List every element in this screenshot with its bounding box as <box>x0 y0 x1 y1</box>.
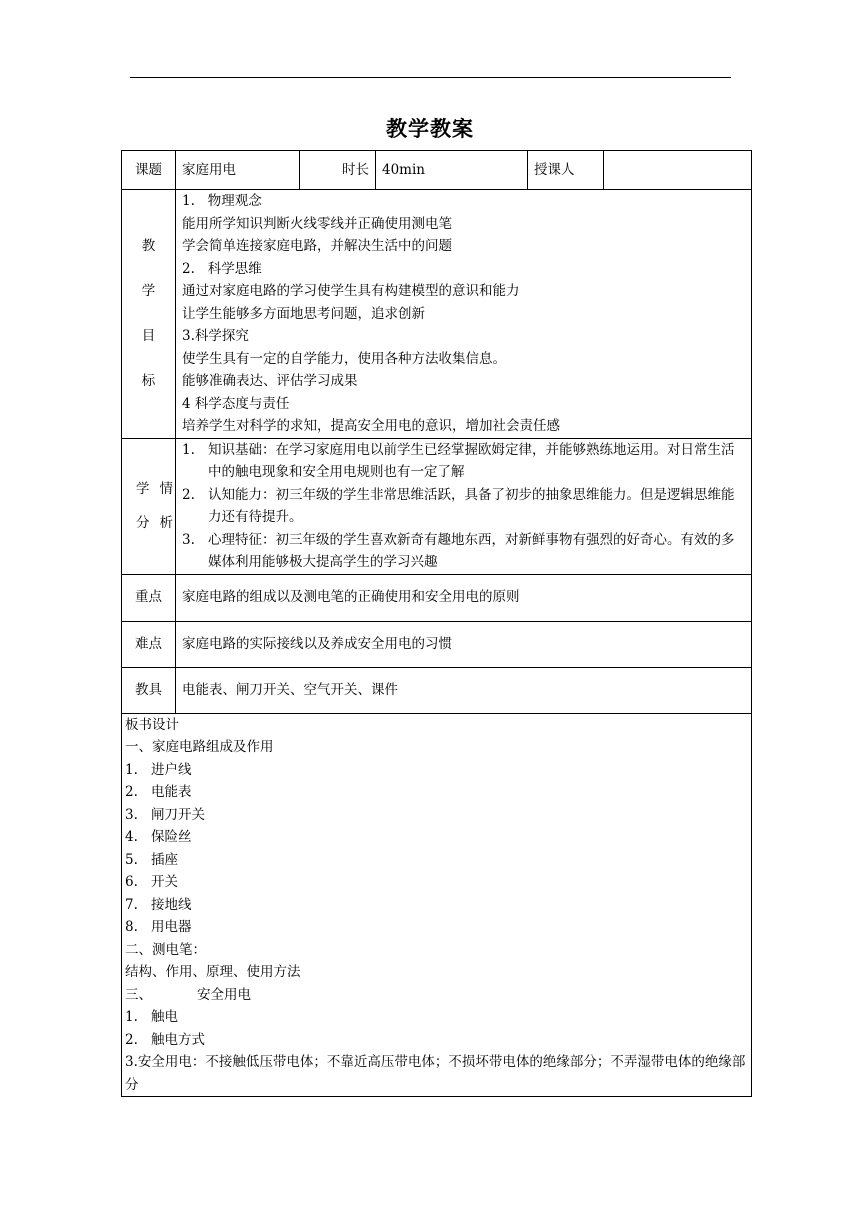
key-points-text: 家庭电路的组成以及测电笔的正确使用和安全用电的原则 <box>176 574 752 621</box>
difficulties-label: 难点 <box>122 621 176 667</box>
duration-label: 时长 <box>300 151 376 190</box>
objective-line: 1. 物理观念 <box>182 193 262 209</box>
lesson-plan-table <box>121 150 752 1097</box>
component-item: 6. 开关 <box>125 874 178 890</box>
board-section-2-detail: 结构、作用、原理、使用方法 <box>125 964 301 980</box>
board-section-3: 三、 安全用电 <box>125 986 251 1003</box>
teacher-label: 授课人 <box>528 151 604 190</box>
analysis-row <box>122 438 752 574</box>
objective-line: 学会简单连接家庭电路，并解决生活中的问题 <box>182 238 452 254</box>
board-design <box>122 713 752 1097</box>
analysis-content <box>176 438 752 574</box>
header-row <box>122 151 752 190</box>
board-title: 板书设计 <box>125 716 179 733</box>
analysis-item: 2. 认知能力：初三年级的学生非常思维活跃，具备了初步的抽象思维能力。但是逻辑思维能力还有待提升。 <box>182 486 735 525</box>
difficulties-text: 家庭电路的实际接线以及养成安全用电的习惯 <box>176 621 752 667</box>
key-points-label: 重点 <box>122 574 176 621</box>
component-item: 8. 用电器 <box>125 919 192 935</box>
analysis-label <box>122 438 183 574</box>
objectives-content <box>176 190 752 439</box>
objective-line: 2. 科学思维 <box>182 260 262 277</box>
topic-value: 家庭用电 <box>176 151 300 190</box>
difficulties-row <box>122 621 752 667</box>
objectives-row <box>122 190 752 439</box>
component-item: 4. 保险丝 <box>125 829 192 845</box>
objectives-label-char: 教 <box>141 237 156 254</box>
objective-line: 通过对家庭电路的学习使学生具有构建模型的意识和能力 <box>182 283 520 299</box>
analysis-label-line: 学情 <box>136 481 183 497</box>
header-rule <box>130 77 731 78</box>
objective-line: 使学生具有一定的自学能力，使用各种方法收集信息。 <box>182 350 506 367</box>
component-item: 3. 闸刀开关 <box>125 806 205 823</box>
objectives-label-char: 学 <box>141 282 156 299</box>
objective-line: 让学生能够多方面地思考问题，追求创新 <box>182 305 425 322</box>
page-title: 教学教案 <box>386 116 474 141</box>
component-item: 5. 插座 <box>125 851 178 868</box>
analysis-item: 1. 知识基础：在学习家庭用电以前学生已经掌握欧姆定律，并能够熟练地运用。对日常生活中的触电现象和安全用电规则也有一定了解 <box>182 441 735 480</box>
objective-line: 能用所学知识判断火线零线并正确使用测电笔 <box>182 215 452 232</box>
topic-label: 课题 <box>122 151 176 190</box>
safety-item: 2. 触电方式 <box>125 1031 205 1048</box>
tools-label: 教具 <box>122 667 176 713</box>
objective-line: 能够准确表达、评估学习成果 <box>182 373 358 389</box>
analysis-label-line: 分析 <box>136 515 183 531</box>
safety-rule: 3.安全用电：不接触低压带电体；不靠近高压带电体；不损坏带电体的绝缘部分；不弄湿带电体的绝缘部分 <box>125 1054 746 1093</box>
analysis-item: 3. 心理特征：初三年级的学生喜欢新奇有趣地东西，对新鲜事物有强烈的好奇心。有效的多媒体利用能够极大提高学生的学习兴趣 <box>182 531 735 570</box>
component-item: 2. 电能表 <box>125 784 192 800</box>
objective-line: 3.科学探究 <box>182 328 249 344</box>
board-row <box>122 713 752 1097</box>
board-section-2: 二、测电笔： <box>125 941 206 958</box>
objectives-label-char: 目 <box>141 327 156 344</box>
board-section-1: 一、家庭电路组成及作用 <box>125 739 274 755</box>
key-points-row <box>122 574 752 621</box>
objective-line: 培养学生对科学的求知，提高安全用电的意识，增加社会责任感 <box>182 418 560 434</box>
objective-line: 4 科学态度与责任 <box>182 395 290 412</box>
tools-text: 电能表、闸刀开关、空气开关、课件 <box>176 667 752 713</box>
teacher-value <box>604 151 752 190</box>
tools-row <box>122 667 752 713</box>
objectives-label-char: 标 <box>141 372 156 389</box>
component-item: 7. 接地线 <box>125 896 192 913</box>
safety-item: 1. 触电 <box>125 1009 178 1025</box>
objectives-label <box>122 190 176 439</box>
component-item: 1. 进户线 <box>125 761 192 778</box>
duration-value: 40min <box>376 151 528 190</box>
